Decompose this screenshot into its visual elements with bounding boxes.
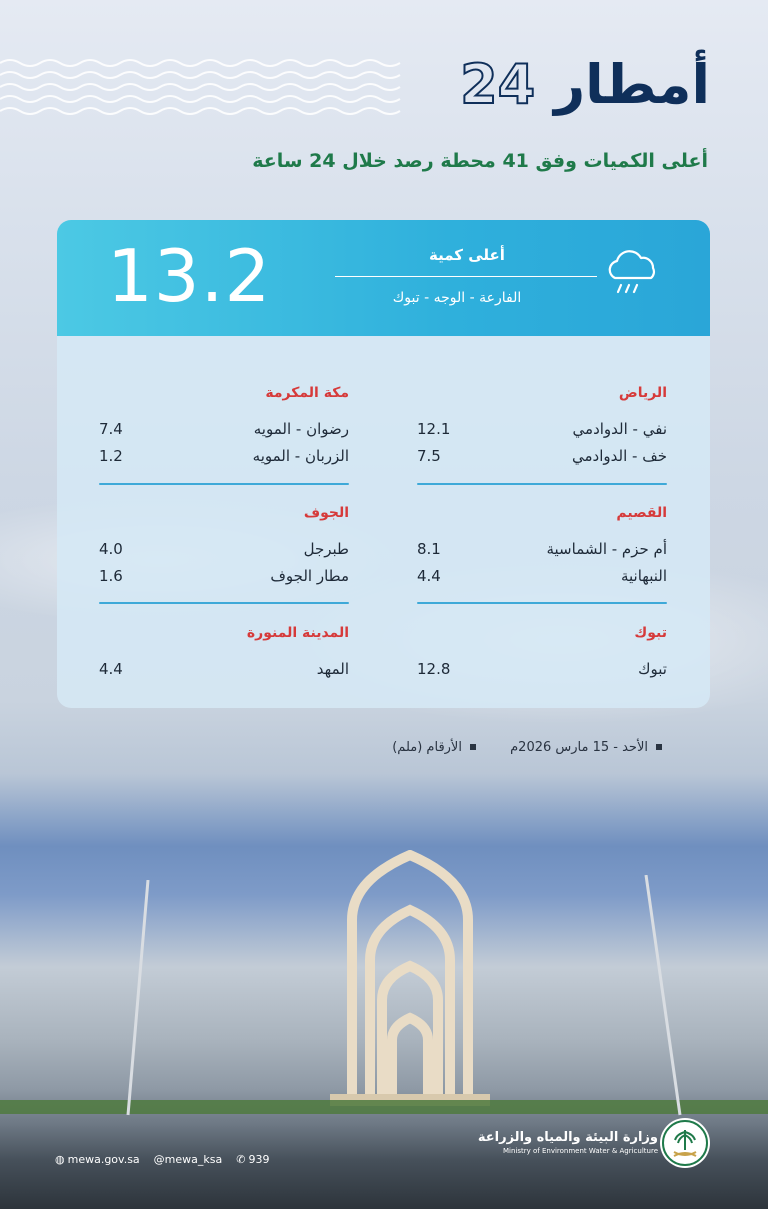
station-name: مطار الجوف (270, 566, 349, 585)
station-name: الزربان - المويه (252, 446, 349, 465)
region-title: الجوف (303, 505, 349, 521)
wave-pattern-decoration (0, 55, 405, 125)
ministry-name-en: Ministry of Environment Water & Agriculture (503, 1147, 658, 1155)
highlight-value: 13.2 (107, 234, 272, 318)
highlight-banner (57, 220, 710, 336)
station-name: النبهانية (620, 566, 667, 585)
station-value: 7.4 (99, 419, 123, 438)
footer-info (392, 740, 670, 755)
date-text: الأحد - 15 مارس 2026م (510, 740, 648, 755)
region-title: الرياض (618, 385, 667, 401)
station-row (417, 562, 667, 589)
light-pole (120, 880, 160, 1120)
region-title: مكة المكرمة (265, 385, 349, 401)
station-row (417, 442, 667, 469)
station-row (417, 415, 667, 442)
region-tabuk (417, 625, 667, 682)
station-row (99, 562, 349, 589)
units-text: الأرقام (ملم) (392, 740, 462, 755)
station-row (99, 535, 349, 562)
ministry-name (478, 1130, 658, 1155)
station-value: 12.8 (417, 659, 451, 678)
title-number: 24 (460, 53, 536, 116)
website-link[interactable]: ◍ mewa.gov.sa (55, 1153, 140, 1166)
station-row (417, 535, 667, 562)
region-title: المدينة المنورة (246, 625, 349, 641)
arch-monument-image (330, 850, 490, 1110)
region-title: تبوك (634, 625, 667, 641)
station-value: 7.5 (417, 446, 441, 465)
region-title: القصيم (616, 505, 667, 521)
palm-swords-icon (660, 1118, 710, 1168)
light-pole (640, 875, 690, 1120)
region-jouf (99, 505, 349, 589)
station-name: خف - الدوادمي (572, 446, 667, 465)
section-divider (417, 483, 667, 485)
highlight-label: أعلى كمية (429, 246, 505, 264)
station-value: 4.4 (99, 659, 123, 678)
section-divider (99, 602, 349, 604)
bullet-icon (656, 744, 662, 750)
section-divider (417, 602, 667, 604)
page-title (460, 53, 710, 116)
station-value: 1.6 (99, 566, 123, 585)
title-word: أمطار (554, 53, 710, 116)
station-row (99, 415, 349, 442)
station-value: 8.1 (417, 539, 441, 558)
station-name: أم حزم - الشماسية (546, 539, 667, 558)
bullet-icon (470, 744, 476, 750)
handle-link[interactable]: @mewa_ksa (153, 1153, 223, 1166)
station-name: تبوك (638, 659, 667, 678)
station-name: المهد (316, 659, 349, 678)
station-name: طبرجل (303, 539, 349, 558)
ministry-logo (660, 1118, 710, 1168)
station-value: 4.4 (417, 566, 441, 585)
station-name: نفي - الدوادمي (572, 419, 667, 438)
station-name: رضوان - المويه (253, 419, 349, 438)
highlight-location: الفارعة - الوجه - تبوك (392, 290, 522, 306)
rainfall-card (57, 220, 710, 708)
station-row (417, 655, 667, 682)
station-row (99, 442, 349, 469)
rain-cloud-icon (601, 248, 659, 298)
region-riyadh (417, 385, 667, 469)
highlight-divider (335, 276, 597, 277)
globe-icon: ◍ (55, 1153, 65, 1166)
station-value: 1.2 (99, 446, 123, 465)
region-makkah (99, 385, 349, 469)
station-value: 4.0 (99, 539, 123, 558)
section-divider (99, 483, 349, 485)
station-value: 12.1 (417, 419, 451, 438)
phone-icon: ✆ (236, 1153, 246, 1166)
region-madinah (99, 625, 349, 682)
station-row (99, 655, 349, 682)
region-qassim (417, 505, 667, 589)
contact-links (55, 1153, 269, 1166)
phone-link[interactable]: ✆ 939 (236, 1153, 270, 1166)
ministry-name-ar: وزارة البيئة والمياه والزراعة (477, 1130, 658, 1145)
page-subtitle: أعلى الكميات وفق 41 محطة رصد خلال 24 ساعة (252, 150, 708, 172)
